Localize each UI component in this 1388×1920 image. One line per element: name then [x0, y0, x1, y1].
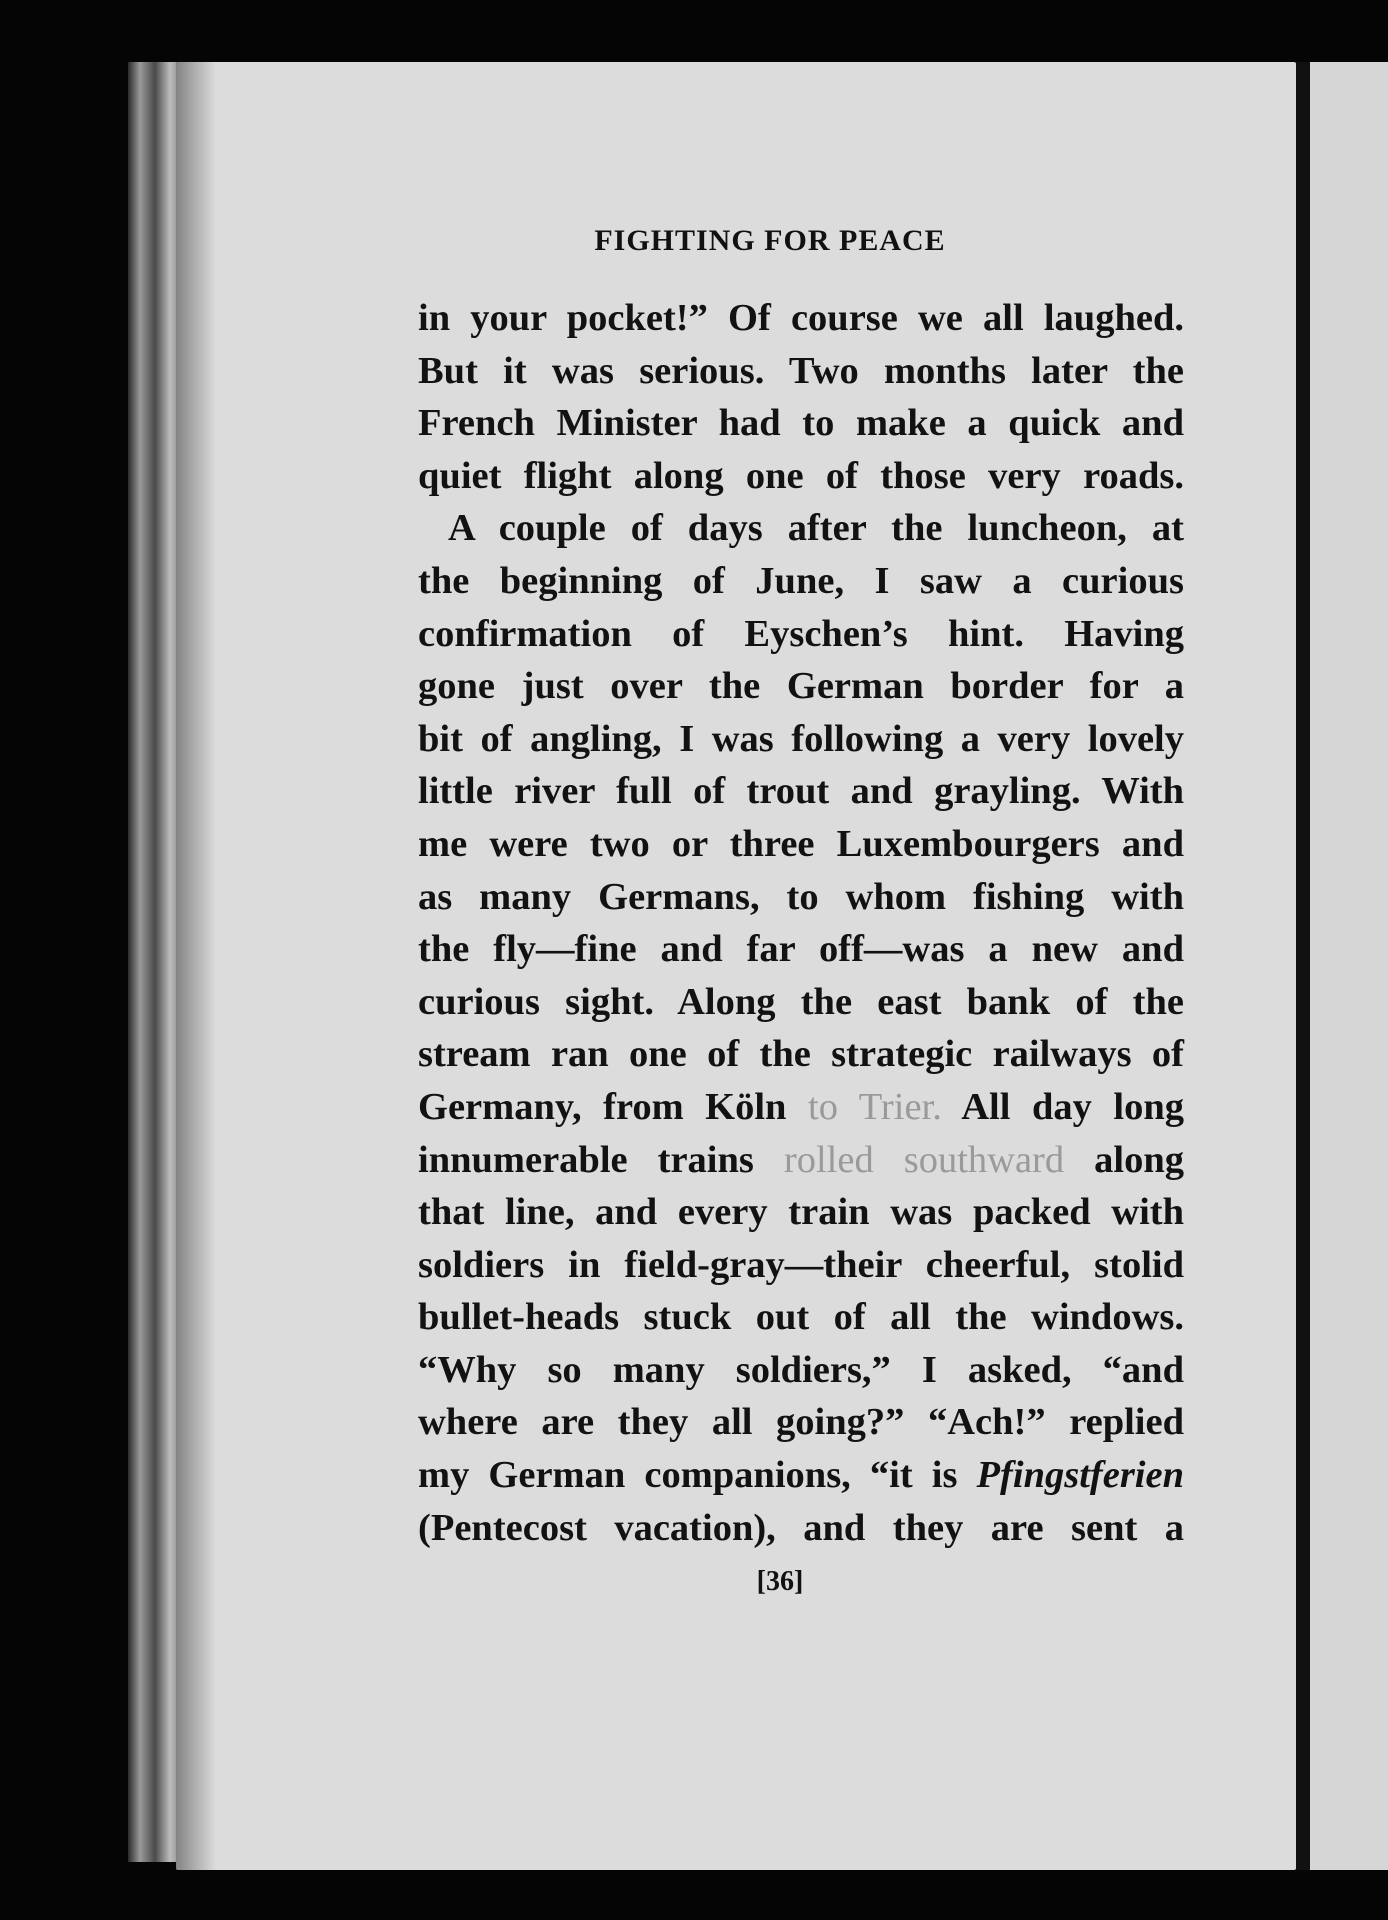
text-line: confirmation of Eyschen’s hint. Having [418, 612, 1184, 655]
text-line: But it was serious. Two months later the [418, 349, 1184, 392]
text-line-trains [418, 1134, 1184, 1187]
faded-text-segment: rolled southward [783, 1138, 1065, 1181]
text-line: the fly—fine and far off—was a new and [418, 928, 1184, 971]
running-head: FIGHTING FOR PEACE [594, 224, 946, 257]
text-line: soldiers in field-gray—their cheerful, stolid [418, 1243, 1184, 1286]
text-line: quiet flight along one of those very roads. [418, 454, 1184, 497]
text-line-companions [418, 1449, 1184, 1502]
text-line: bit of angling, I was following a very lovely [418, 717, 1184, 760]
text-segment: innumerable trains [418, 1138, 754, 1181]
italic-text-segment: Pfingstferien [976, 1454, 1184, 1497]
gutter-shadow [176, 62, 216, 1870]
text-line: “Why so many soldiers,” I asked, “and [418, 1348, 1184, 1391]
text-line-koln [418, 1081, 1184, 1134]
text-segment: All day long [961, 1085, 1184, 1128]
text-line: gone just over the German border for a [418, 665, 1184, 708]
text-line: bullet-heads stuck out of all the windows. [418, 1296, 1184, 1339]
page-divider [1296, 62, 1310, 1870]
body-text [418, 292, 1184, 1554]
text-line: little river full of trout and grayling. With [418, 770, 1184, 813]
facing-page-edge [1310, 62, 1388, 1870]
text-line: the beginning of June, I saw a curious [418, 559, 1184, 602]
text-segment: my German companions, “it is [418, 1454, 958, 1497]
page-number: [36] [756, 1566, 804, 1597]
text-line: curious sight. Along the east bank of the [418, 980, 1184, 1023]
text-line: French Minister had to make a quick and [418, 402, 1184, 445]
faded-text-segment: to Trier. [808, 1085, 942, 1128]
text-line: as many Germans, to whom fishing with [418, 875, 1184, 918]
text-line: that line, and every train was packed with [418, 1191, 1184, 1234]
text-line: A couple of days after the luncheon, at [448, 507, 1184, 550]
text-line: (Pentecost vacation), and they are sent a [418, 1506, 1184, 1549]
text-line: stream ran one of the strategic railways of [418, 1033, 1184, 1076]
text-line: me were two or three Luxembourgers and [418, 822, 1184, 865]
text-line: where are they all going?” “Ach!” replied [418, 1401, 1184, 1444]
text-segment: along [1094, 1138, 1184, 1181]
text-line: in your pocket!” Of course we all laughed. [418, 297, 1184, 339]
text-segment: Germany, from Köln [418, 1085, 787, 1128]
